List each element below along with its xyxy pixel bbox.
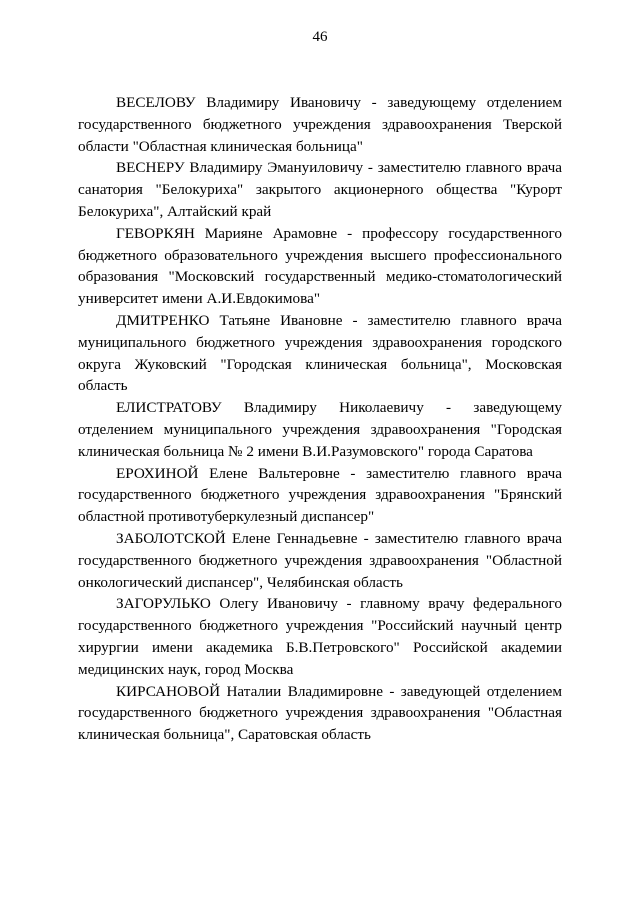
list-item: ЗАГОРУЛЬКО Олегу Ивановичу - главному врачу федерального государственного бюджетного учреждения "Российский научный центр хирургии имени академика Б.В.Петровского" Российской академии медицинских наук, город Москва: [78, 595, 562, 678]
list-item: ВЕСЕЛОВУ Владимиру Ивановичу - заведующему отделением государственного бюджетного учреждения здравоохранения Тверской области "Областная клиническая больница": [78, 94, 562, 155]
award-list: [78, 92, 562, 746]
list-item: ЕЛИСТРАТОВУ Владимиру Николаевичу - заведующему отделением муниципального учреждения здравоохранения "Городская клиническая больница № 2 имени В.И.Разумовского" города Саратова: [78, 399, 562, 460]
list-item: ДМИТРЕНКО Татьяне Ивановне - заместителю главного врача муниципального бюджетного учреждения здравоохранения городского округа Жуковский "Городская клиническая больница", Московская область: [78, 311, 562, 395]
list-item: ВЕСНЕРУ Владимиру Эмануиловичу - заместителю главного врача санатория "Белокуриха" закрытого акционерного общества "Курорт Белокуриха", Алтайский край: [78, 159, 562, 220]
list-item: ЕРОХИНОЙ Елене Вальтеровне - заместителю главного врача государственного бюджетного учреждения здравоохранения "Брянский областной противотуберкулезный диспансер": [78, 464, 562, 526]
list-item: ЗАБОЛОТСКОЙ Елене Геннадьевне - заместителю главного врача государственного бюджетного учреждения здравоохранения "Областной онкологический диспансер", Челябинская область: [78, 529, 562, 591]
list-item: КИРСАНОВОЙ Наталии Владимировне - заведующей отделением государственного бюджетного учреждения здравоохранения "Областная клиническая больница", Саратовская область: [78, 682, 562, 744]
page-number: 46: [312, 29, 328, 45]
list-item: ГЕВОРКЯН Марияне Арамовне - профессору государственного бюджетного образовательного учреждения высшего профессионального образования "Московский государственный медико-стоматологический университет имени А.И.Евдокимова": [78, 224, 562, 308]
